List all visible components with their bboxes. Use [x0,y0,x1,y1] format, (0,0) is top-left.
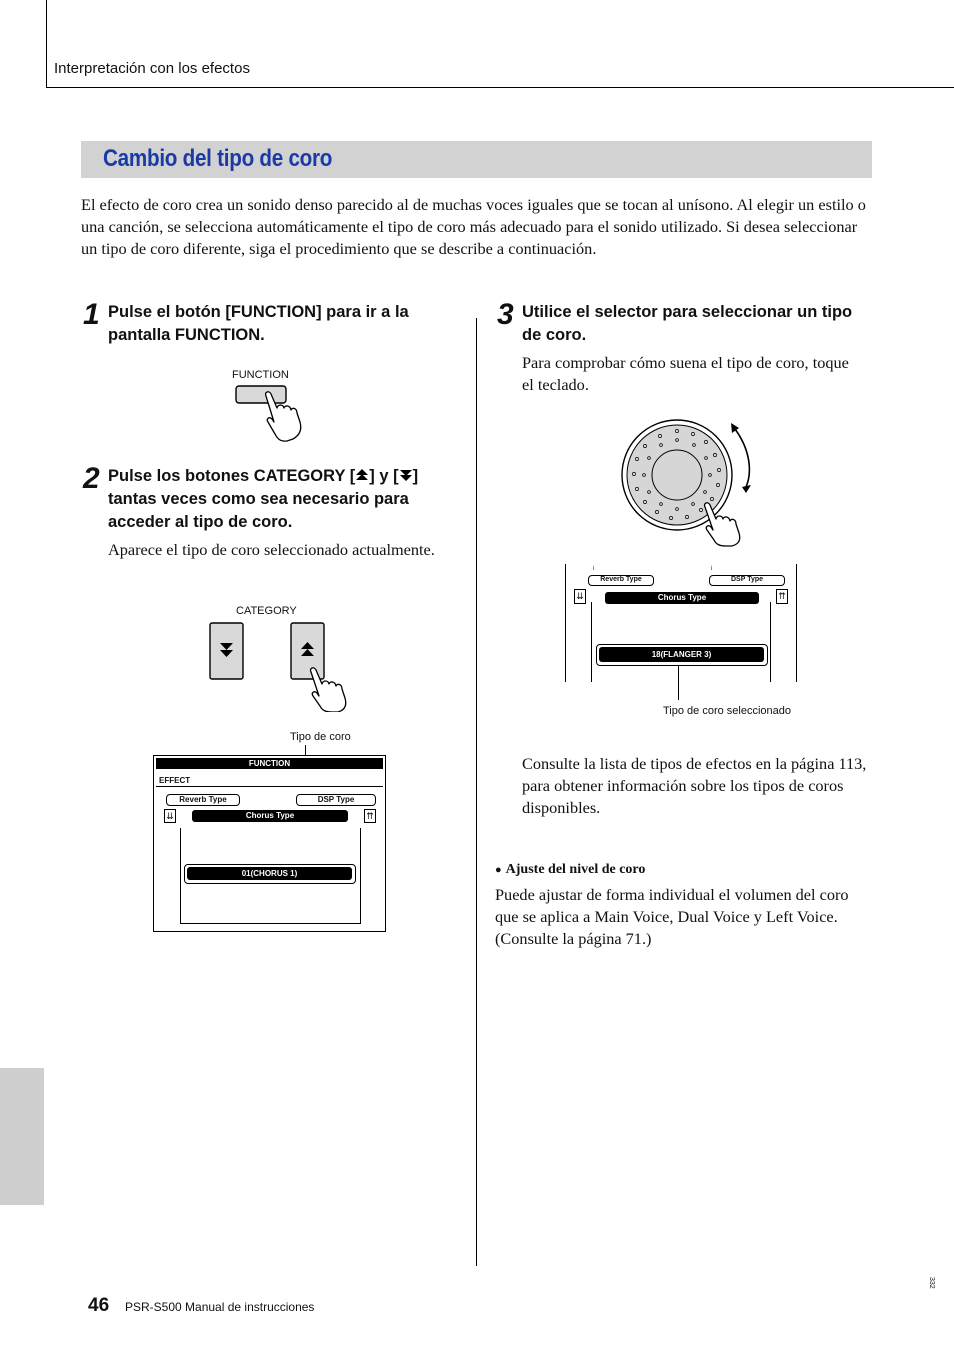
lcd-up-arrow: ⇈ [776,589,788,604]
subsection-title: Ajuste del nivel de coro [505,862,646,877]
pointing-hand-icon [705,503,740,546]
function-button-illustration [230,382,310,444]
data-dial-illustration [615,415,765,550]
lcd-effect-label: EFFECT [159,776,191,785]
step-2-title-part-b: ] y [ [369,467,399,485]
subsection-heading [495,862,645,878]
lcd-reverb-type: Reverb Type [166,794,240,806]
title-bar [81,141,872,178]
lcd-indicator-right: i [711,566,713,572]
lcd-dsp-type: DSP Type [296,794,376,806]
step-1-number: 1 [83,298,100,331]
lcd-down-arrow: ⇊ [574,589,586,604]
selected-chorus-caption: Tipo de coro seleccionado [663,705,792,717]
step-2-title-part-a: Pulse los botones CATEGORY [ [108,467,356,485]
lcd-divider [156,786,383,787]
lcd-value-frame [184,864,356,884]
column-divider [476,318,477,1266]
header-rule [46,87,954,88]
category-up-button [291,623,324,679]
category-buttons-illustration [205,620,355,712]
lcd-frame-right [770,602,771,682]
page-code: 332 [928,1277,935,1289]
lcd-chorus-value: 18(FLANGER 3) [599,647,764,662]
step-3-number: 3 [497,298,514,331]
subsection-body: Puede ajustar de forma individual el volumen del coro que se aplica a Main Voice, Dual Voice y Left Voice. (Consulte la página 71.) [495,885,849,948]
step-3-title: Utilice el selector para seleccionar un tipo de coro. [522,303,853,344]
bullet-icon: ● [495,864,502,876]
step-3-body: Para comprobar cómo suena el tipo de coro, toque el teclado. [522,353,849,394]
side-tab [0,1068,44,1205]
page-title: Cambio del tipo de coro [103,145,333,172]
step-1-title: Pulse el botón [FUNCTION] para ir a la pantalla FUNCTION. [108,303,409,344]
lcd-edge-left [565,564,566,682]
lcd-indicator-left: i [593,566,595,572]
step-2-title-part-c: ] tantas veces como sea necesario para acceder al tipo de coro. [108,467,419,531]
category-down-button [210,623,243,679]
pointing-hand-icon [311,668,346,712]
header-rule-vertical [46,0,47,88]
chorus-type-caption: Tipo de coro [290,731,351,743]
lcd-chorus-type: Chorus Type [605,592,759,604]
lcd-chorus-type: Chorus Type [192,810,348,822]
step-2-title [108,465,468,534]
lcd-chorus-value: 01(CHORUS 1) [187,867,352,880]
lcd-edge-right [796,564,797,682]
page-number: 46 [88,1295,110,1316]
lcd-chorus-screen [565,564,797,682]
lcd-dsp-type: DSP Type [709,575,785,586]
lcd-down-arrow: ⇊ [164,809,176,823]
category-buttons-label: CATEGORY [236,605,297,617]
step-2-body: Aparece el tipo de coro seleccionado actualmente. [108,540,435,559]
intro-paragraph: El efecto de coro crea un sonido denso parecido al de muchas voces iguales que se tocan al unísono. Al elegir un estilo o una canción, se selecciona automáticamente el tipo de coro más adecuado para el sonido utilizado. Si desea seleccionar un tipo de coro diferente, siga el procedimiento que se describe a continuación. [81,195,866,258]
rotate-arrow-icon [731,423,751,493]
lcd-frame-bottom [180,923,361,924]
function-button-label: FUNCTION [232,369,289,381]
lcd-frame-left [591,602,592,682]
lcd-up-arrow: ⇈ [364,809,376,823]
lcd-frame-right [360,828,361,924]
section-header: Interpretación con los efectos [54,60,250,77]
category-down-icon [399,468,413,482]
lcd-reverb-type: Reverb Type [588,575,654,586]
caption-leader-line [678,666,679,700]
step-3-note: Consulte la lista de tipos de efectos en la página 113, para obtener información sobre los tipos de coros disponibles. [522,754,867,817]
lcd-header: FUNCTION [156,758,383,769]
step-2-number: 2 [83,462,100,495]
manual-title: PSR-S500 Manual de instrucciones [125,1300,315,1314]
lcd-function-screen [153,755,386,932]
category-up-icon [355,468,369,482]
lcd-value-frame [596,644,768,666]
lcd-frame-left [180,828,181,924]
